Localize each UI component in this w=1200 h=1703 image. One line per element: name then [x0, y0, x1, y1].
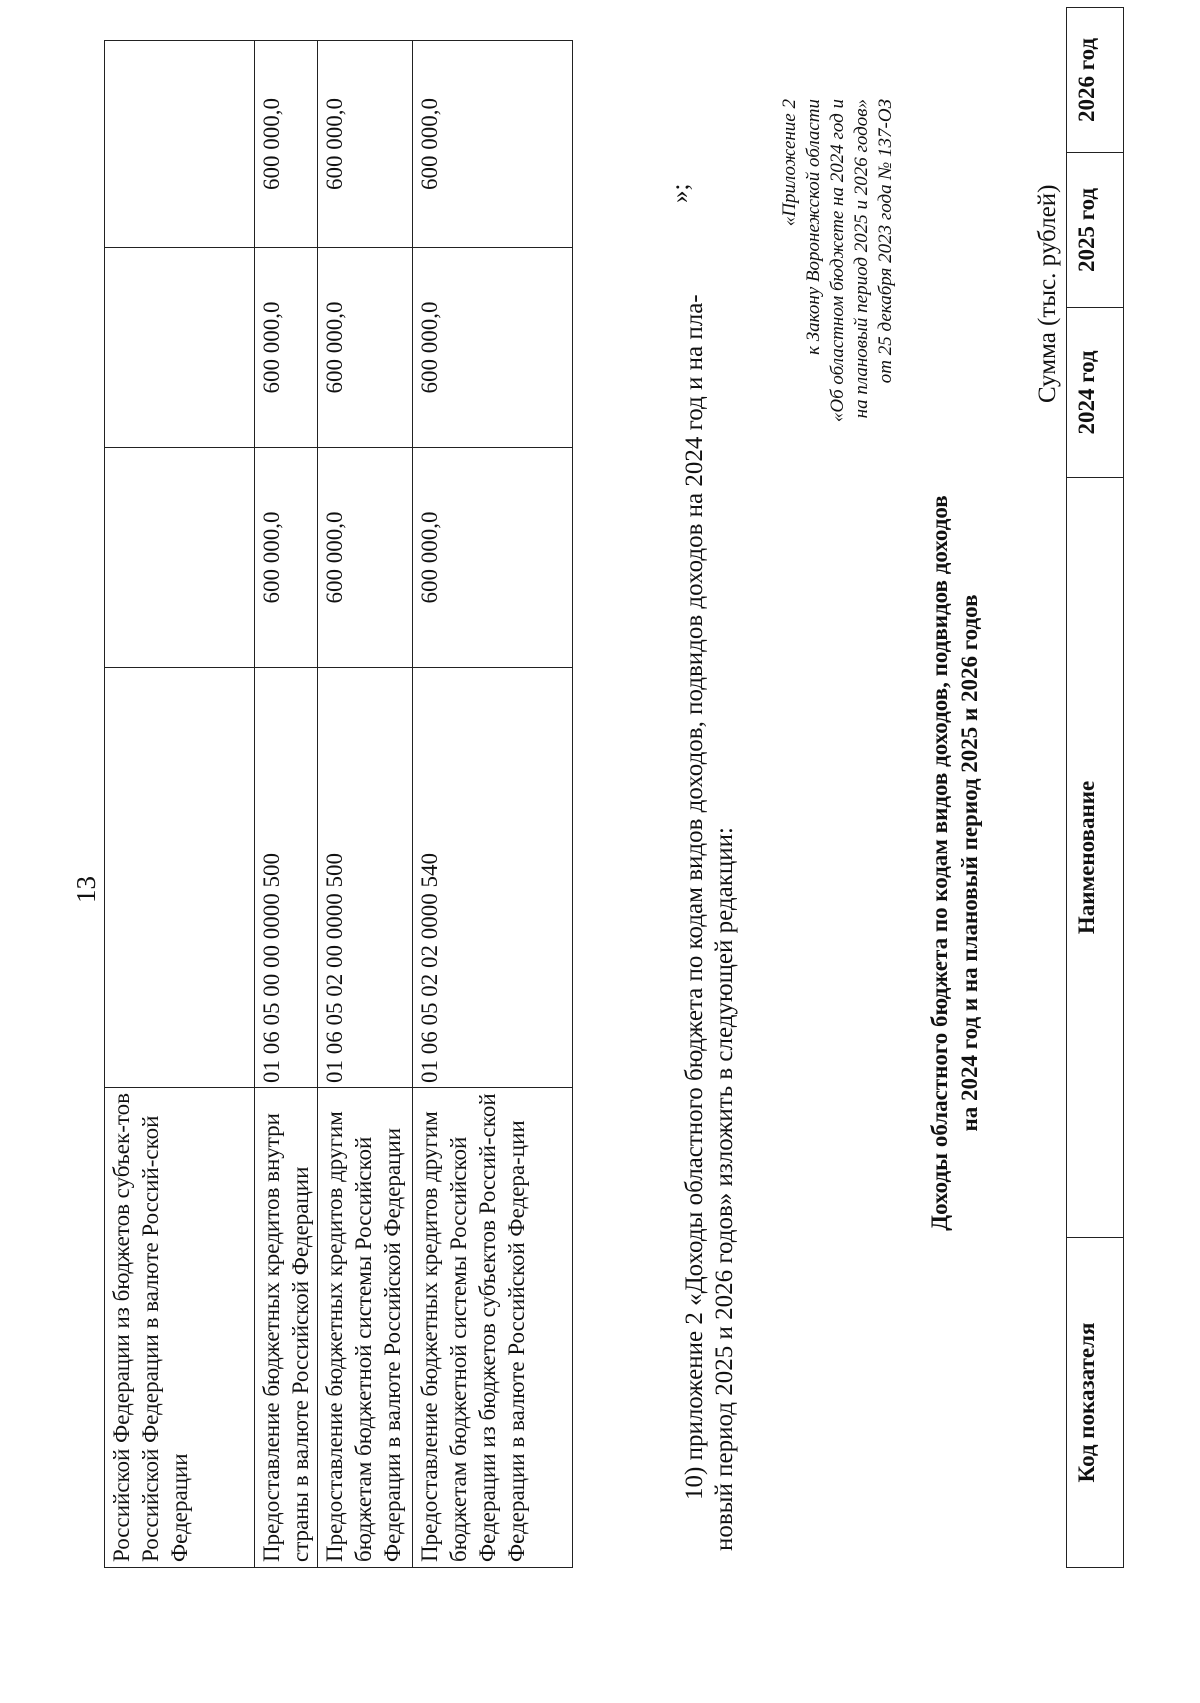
annex-line: на плановый период 2025 и 2026 годов» — [851, 99, 872, 419]
row-code: 01 06 05 02 00 0000 500 — [318, 668, 413, 1088]
section-title — [925, 263, 985, 1463]
row-value-2024 — [105, 448, 255, 668]
table-row — [255, 41, 318, 1568]
upper-table — [104, 40, 573, 1568]
annex-line: «Об областном бюджете на 2024 год и — [827, 99, 848, 423]
title-line: Доходы областного бюджета по кодам видов доходов, подвидов доходов — [927, 495, 952, 1231]
row-value-2025: 600 000,0 — [255, 248, 318, 448]
paragraph-line: новый период 2025 и 2026 годов» изложить в следующей редакции: — [711, 827, 738, 1551]
row-name: Предоставление бюджетных кредитов другим бюджетам бюджетной системы Российской Федерации в валюте Российской Федерации — [318, 1088, 413, 1568]
annex-line: «Приложение 2 — [779, 99, 800, 227]
annex-header — [778, 99, 898, 1003]
header-2025: 2025 год — [1067, 153, 1124, 308]
closing-quote: »; — [667, 183, 694, 203]
header-name: Наименование — [1067, 478, 1124, 1238]
table-row — [413, 41, 573, 1568]
row-value-2025: 600 000,0 — [318, 248, 413, 448]
table-header-row — [1067, 8, 1124, 1568]
row-value-2024: 600 000,0 — [413, 448, 573, 668]
row-value-2026 — [105, 41, 255, 248]
paragraph-line: 10) приложение 2 «Доходы областного бюджета по кодам видов доходов, подвидов доходов на 2024 год и на пла- — [681, 294, 708, 1500]
row-name: Предоставление бюджетных кредитов другим бюджетам бюджетной системы Российской Федерации из бюджетов субъектов Россий-ской Федерации в валюте Российской Федера-ции — [413, 1088, 573, 1568]
row-value-2025: 600 000,0 — [413, 248, 573, 448]
annex-line: от 25 декабря 2023 года № 137-ОЗ — [875, 99, 896, 384]
row-value-2025 — [105, 248, 255, 448]
header-2026: 2026 год — [1067, 8, 1124, 153]
row-value-2024: 600 000,0 — [318, 448, 413, 668]
row-value-2026: 600 000,0 — [255, 41, 318, 248]
row-value-2024: 600 000,0 — [255, 448, 318, 668]
amendment-paragraph — [680, 151, 740, 1551]
table-row — [318, 41, 413, 1568]
table-row — [105, 41, 255, 1568]
row-code — [105, 668, 255, 1088]
lower-table — [1066, 7, 1124, 1568]
row-value-2026: 600 000,0 — [318, 41, 413, 248]
row-code: 01 06 05 02 02 0000 540 — [413, 668, 573, 1088]
header-2024: 2024 год — [1067, 308, 1124, 478]
unit-label: Сумма (тыс. рублей) — [1034, 184, 1061, 403]
row-name: Предоставление бюджетных кредитов внутри страны в валюте Российской Федерации — [255, 1088, 318, 1568]
row-name: Российской Федерации из бюджетов субъек-тов Российской Федерации в валюте Россий-ской Федерации — [105, 1088, 255, 1568]
title-line: на 2024 год и на плановый период 2025 и 2026 годов — [957, 594, 982, 1132]
annex-line: к Закону Воронежской области — [803, 99, 824, 355]
header-code: Код показателя — [1067, 1238, 1124, 1568]
row-value-2026: 600 000,0 — [413, 41, 573, 248]
page-number: 13 — [71, 876, 101, 903]
row-code: 01 06 05 00 00 0000 500 — [255, 668, 318, 1088]
